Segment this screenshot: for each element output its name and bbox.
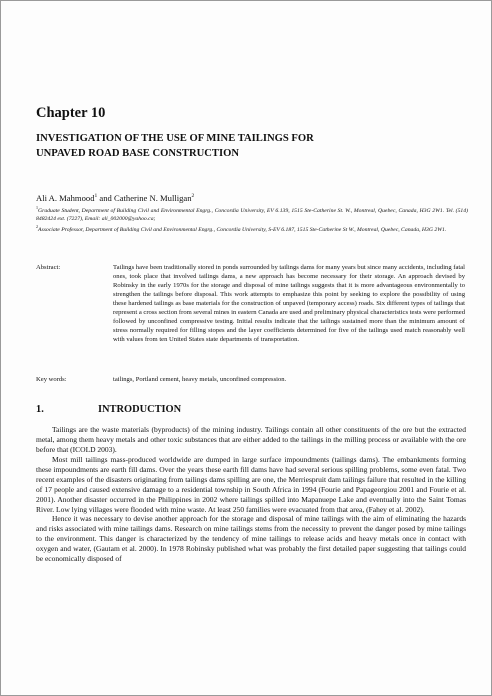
abstract-label: Abstract:: [36, 264, 61, 271]
author-1: Ali A. Mahmood: [36, 193, 95, 203]
chapter-label: Chapter 10: [36, 105, 106, 121]
chapter-title: [36, 131, 466, 161]
section-title: INTRODUCTION: [98, 404, 182, 415]
affiliation-2-text: Associate Professor, Department of Building Civil and Environmental Engrg., Concordia University, S-EV 6.187, 1515 Ste-Catherine St W., Montreal, Quebec, Canada, H3G 2W1.: [38, 226, 447, 233]
author-2-mark: 2: [191, 193, 195, 200]
author-line: [36, 193, 194, 203]
section-heading: [36, 404, 181, 415]
abstract-text: Tailings have been traditionally stored in ponds surrounded by tailings dams for many years but since many accidents, including fatal ones, took place that involved tailings dams, a new approach has become necessary for their storage. An approach devised by Robinsky in the early 1970s for the storage and disposal of mine tailings suggests that it is more advantageous environmentally to strengthen the tailings before disposal. This work attempts to emphasize this point by seeking to explore the possibility of using these hardened tailings as base materials for the construction of unpaved (temporary access) roads. Six different types of tailings that represent a cross section from several mines in eastern Canada are used and preliminary physical characteristics tests were performed followed by unconfined compressive testing. Initial results indicate that the tailings sustained more than the minimum amount of stress normally required for filling stopes and the layer coefficients determined for five of the tailings used match reasonably well with values from ten United States state departments of transportation.: [113, 264, 465, 343]
affiliation-2-mark: 2: [36, 224, 38, 230]
section-number: 1.: [36, 404, 44, 415]
keywords-text: tailings, Portland cement, heavy metals, unconfined compression.: [113, 376, 287, 383]
affiliations: [36, 204, 468, 234]
paragraph: Most mill tailings mass-produced worldwide are dumped in large surface impoundments (tailings dams). The embankments forming these impoundments are earth fill dams. Over the years these earth fill dams have had several serious spilling problems, some even fatal. Two recent examples of the disasters originating from tailings dams spilling are one, the Merriespruit dam tailings failure that resulted in the killing of 17 people and caused extensive damage to a residential township in South Africa in 1994 (Fourie and Papageorgiou 2001 and Fourie et al. 2001). Another disaster occurred in the Philippines in 2002 where tailings spilled into Mapanuepe Lake and eventually into the Saint Tomas River. Low lying villages were flooded with mine waste. At least 250 families were evacuated from that area, (Fahey et al. 2002).: [36, 454, 466, 514]
author-1-mark: 1: [94, 193, 98, 200]
author-2: Catherine N. Mulligan: [113, 193, 192, 203]
body-text: [36, 425, 466, 564]
author-connector: and: [97, 193, 114, 203]
keywords-label: Key words:: [36, 376, 67, 383]
affiliation-2: [36, 223, 468, 234]
paragraph: Tailings are the waste materials (byproducts) of the mining industry. Tailings contain all other constituents of the ore but the extracted metal, among them heavy metals and other toxic substances that are either added to the tailings in the milling process or available with the ore before that (ICOLD 2003).: [36, 425, 466, 454]
affiliation-1-mark: 1: [36, 205, 38, 210]
chapter-title-line1: INVESTIGATION OF THE USE OF MINE TAILINGS FOR: [36, 133, 314, 144]
affiliation-1: [36, 204, 468, 223]
affiliation-1-text: Graduate Student, Department of Building Civil and Environmental Engrg., Concordia University, EV 6.139, 1515 Ste-Catherine St. W., Montreal, Quebec, Canada, H3G 2W1. Tel. (514) 8482424 ext. (7227), Email: ali_002000@yahoo.ca;: [36, 207, 468, 222]
chapter-title-line2: UNPAVED ROAD BASE CONSTRUCTION: [36, 148, 239, 159]
paragraph: Hence it was necessary to devise another approach for the storage and disposal of mine tailings with the aim of eliminating the hazards and risks associated with mine tailings dams. Research on mine tailings stems from the necessity to prevent the danger posed by mine tailings to the environment. This danger is characterized by the tendency of mine tailings to release acids and heavy metals once in contact with oxygen and water, (Gautam et al. 2000). In 1978 Robinsky published what was probably the first detailed paper suggesting that tailings could be economically disposed of: [36, 514, 466, 564]
